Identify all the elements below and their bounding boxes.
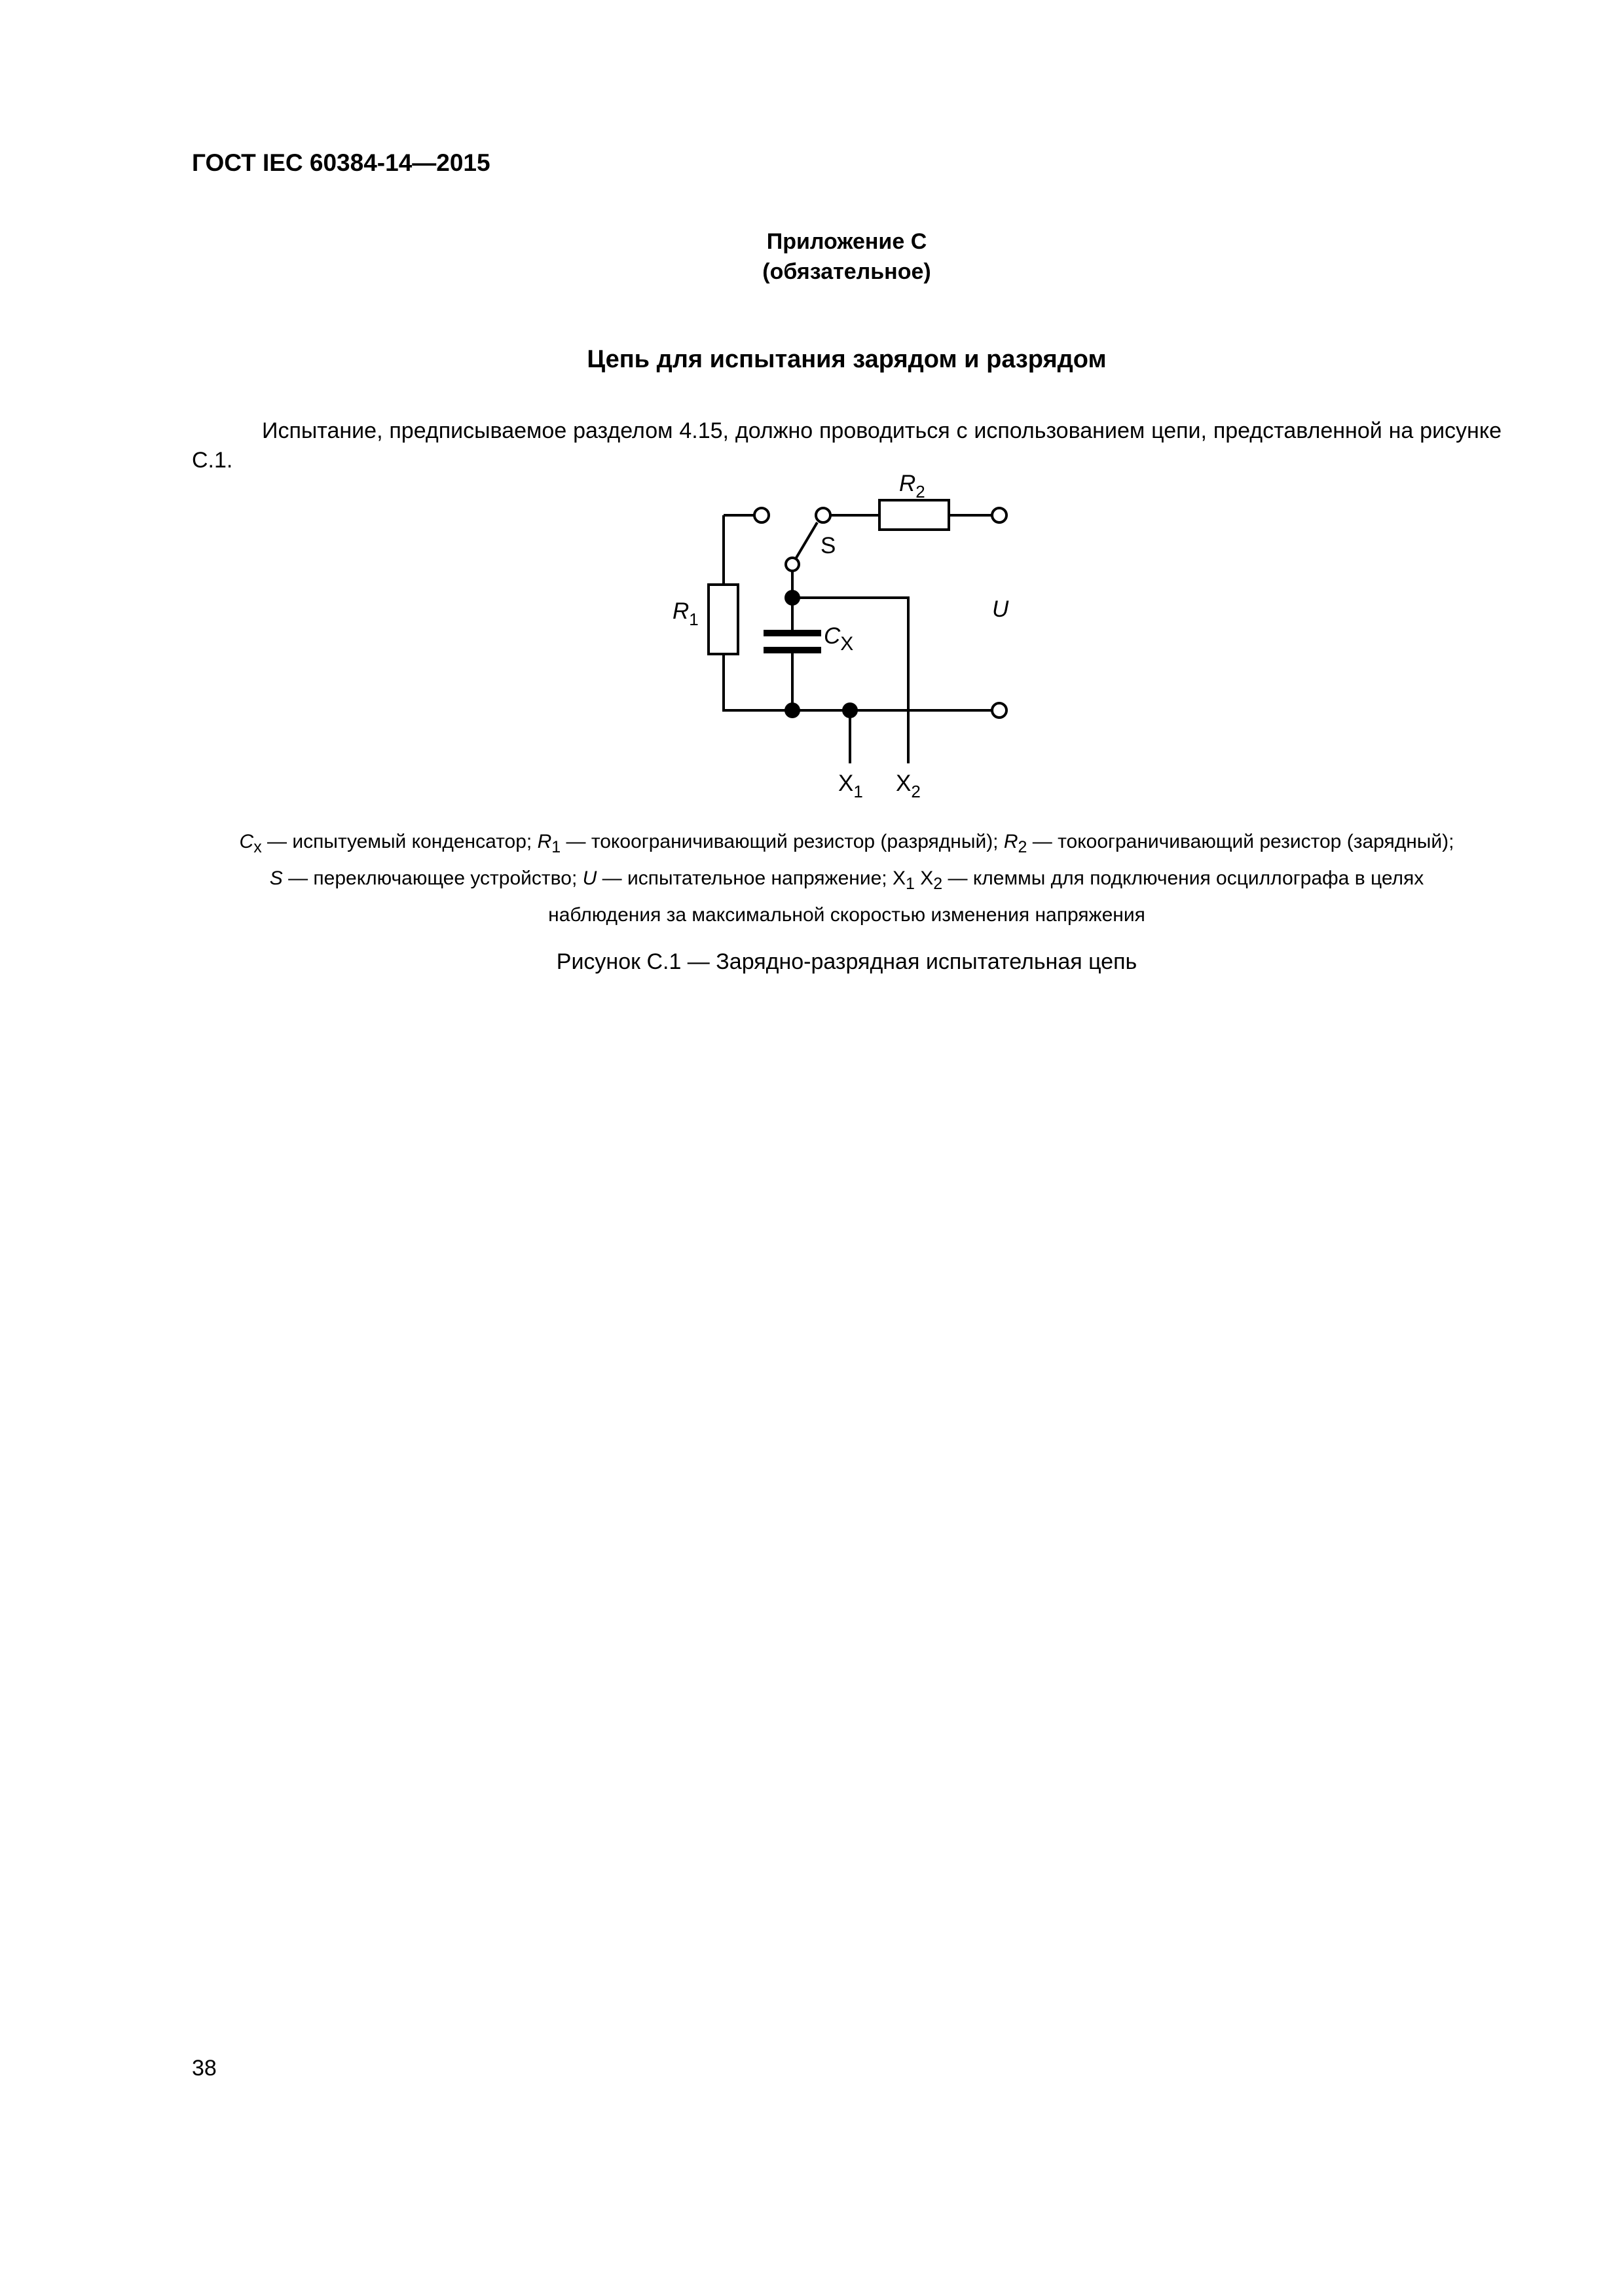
annex-status: (обязательное): [762, 259, 931, 284]
figure-legend: [192, 826, 1502, 930]
resistor-r1: [709, 585, 738, 654]
resistor-r2: [879, 500, 949, 530]
terminal-switch-pivot: [786, 558, 799, 571]
legend-line-1: $C_x$ — испытуемый конденсатор; $R_1$ — токоограничивающий резистор (разрядный); $R_2$ — токоограничивающий резистор (зарядный);: [239, 831, 1454, 856]
label-s: S: [821, 533, 836, 558]
terminal-u-top: [992, 508, 1006, 522]
terminal-switch-fixed: [816, 508, 830, 522]
terminal-r1-open: [754, 508, 769, 522]
junction-dot: [784, 590, 800, 606]
annex-title: Приложение С: [766, 229, 927, 254]
label-x2: $X_2$: [896, 771, 921, 801]
label-r2: $R_2$: [899, 471, 925, 501]
junction-dot: [842, 702, 858, 718]
junction-dot: [784, 702, 800, 718]
figure-caption: Рисунок С.1 — Зарядно-разрядная испытательная цепь: [556, 949, 1137, 974]
label-r1: $R_1$: [673, 598, 699, 629]
wire-r1-bottom: [724, 654, 792, 710]
terminal-u-bottom: [992, 703, 1006, 718]
label-cx: CX: [824, 623, 854, 655]
label-u: U: [992, 596, 1009, 622]
section-title: Цепь для испытания зарядом и разрядом: [587, 346, 1107, 373]
legend-line-2: S — переключающее устройство; U — испытательное напряжение; $X_1$ $X_2$ — клеммы для подключения осциллографа в целях: [269, 867, 1424, 893]
label-x1: $X_1$: [838, 771, 863, 801]
body-paragraph: Испытание, предписываемое разделом 4.15, должно проводиться с использованием цепи, представленной на рисунке С.1.: [192, 418, 1502, 473]
legend-line-3: наблюдения за максимальной скоростью изменения напряжения: [548, 904, 1145, 926]
document-header: ГОСТ IEC 60384-14—2015: [192, 149, 490, 176]
page-number: 38: [192, 2056, 217, 2081]
